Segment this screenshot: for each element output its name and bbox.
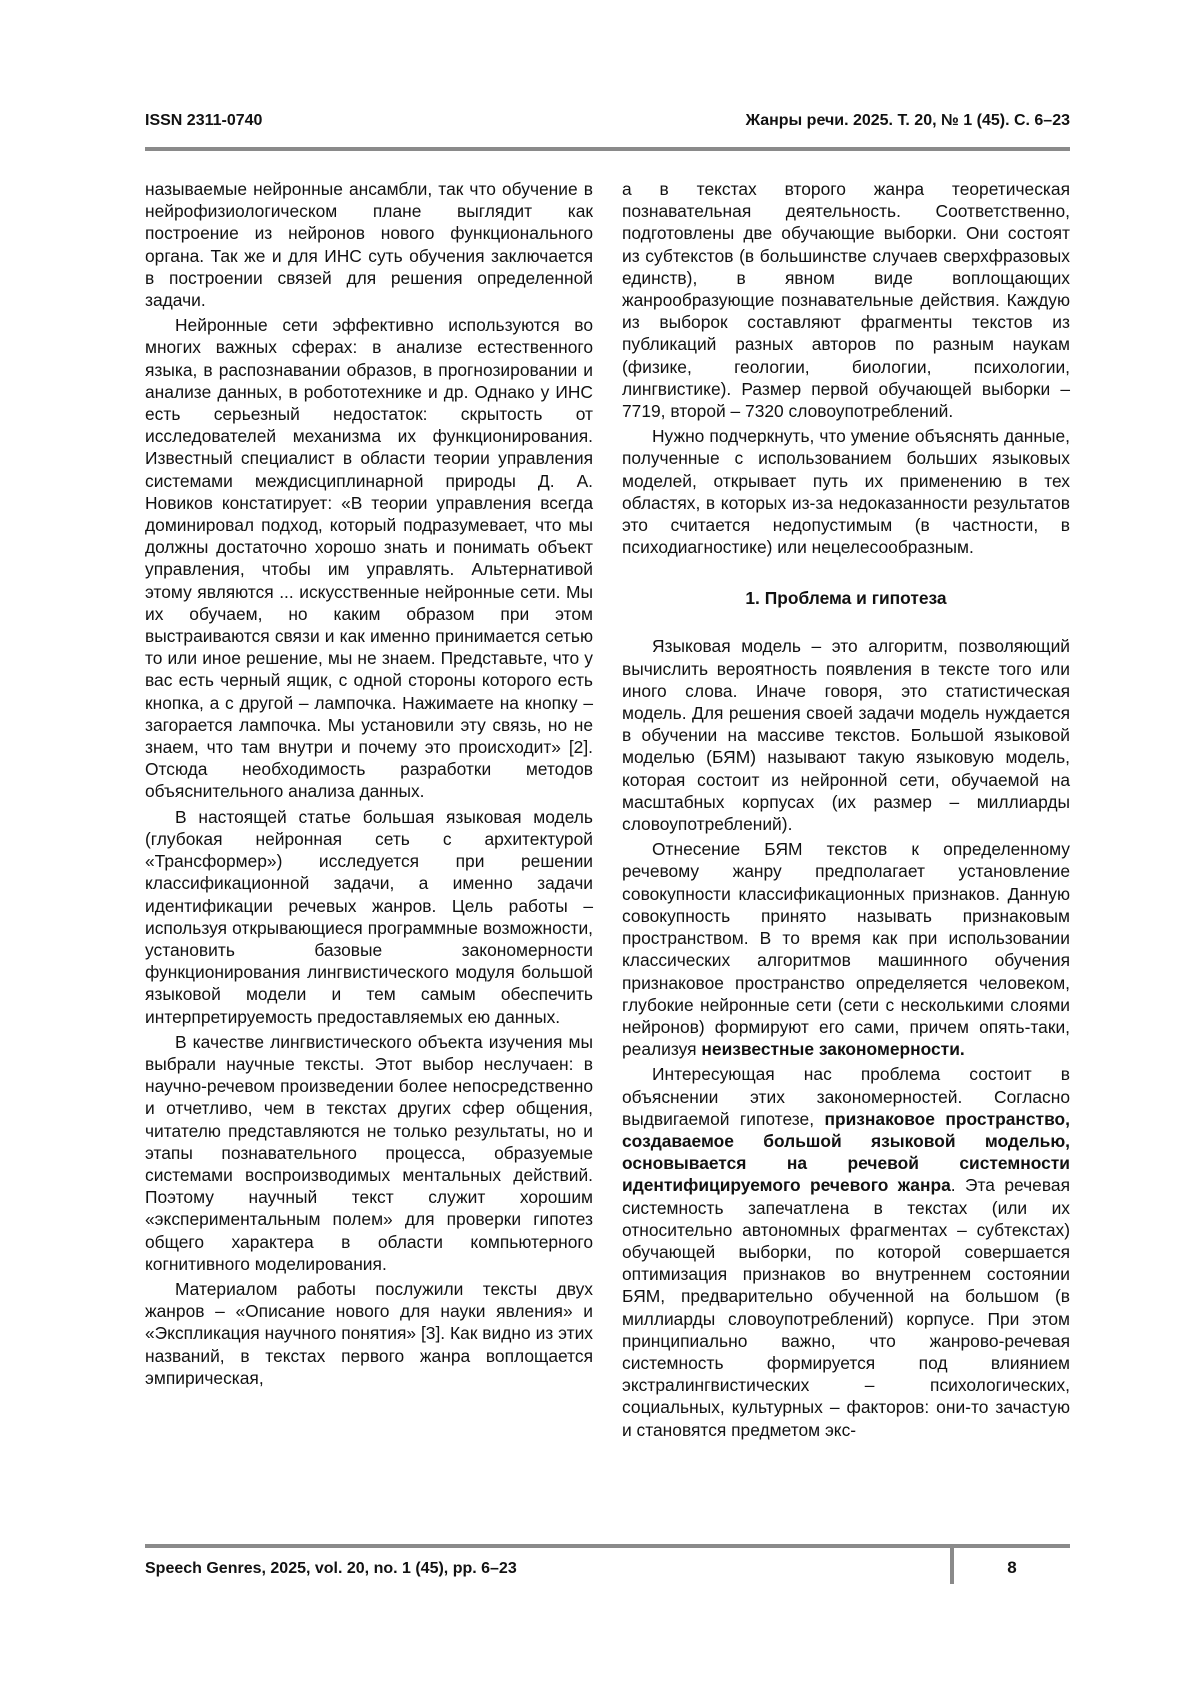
article-body — [145, 178, 1070, 1533]
right-column — [622, 178, 1070, 1533]
journal-reference: Жанры речи. 2025. Т. 20, № 1 (45). С. 6–23 — [745, 112, 1070, 129]
paragraph-text: Отнесение БЯМ текстов к определенному речевому жанру предполагает установление совокупности классификационных признаков. Данную совокупность принято называть признаковым пространством. В то время как при использовании классических алгоритмов машинного обучения признаковое пространство определяется человеком, глубокие нейронные сети (сети с несколькими слоями нейронов) формируют его сами, причем опять-таки, реализуя — [622, 839, 1070, 1060]
header-rule — [145, 147, 1070, 151]
paragraph: Языковая модель – это алгоритм, позволяющий вычислить вероятность появления в тексте того или иного слова. Иначе говоря, это статистическая модель. Для решения своей задачи модель нуждается в обучении на массиве текстов. Большой языковой моделью (БЯМ) называют такую языковую модель, которая состоит из нейронной сети, обучаемой на масштабных корпусах (их размер – миллиарды словоупотреблений). — [622, 636, 1070, 835]
section-heading: 1. Проблема и гипотеза — [745, 588, 947, 609]
paragraph: Материалом работы послужили тексты двух жанров – «Описание нового для науки явления» и «Экспликация научного понятия» [3]. Как видно из этих названий, в текстах первого жанра воплощается эмпирическая, — [145, 1278, 593, 1388]
paragraph — [622, 838, 1070, 1060]
page-number: 8 — [1007, 1558, 1017, 1577]
paragraph — [622, 1063, 1070, 1440]
footer-rule — [145, 1544, 1070, 1548]
footer-citation: Speech Genres, 2025, vol. 20, no. 1 (45), pp. 6–23 — [145, 1560, 517, 1577]
paragraph: В настоящей статье большая языковая модель (глубокая нейронная сеть с архитектурой «Трансформер») исследуется при решении классификационной задачи, а именно задачи идентификации речевых жанров. Цель работы – используя открывающиеся программные возможности, установить базовые закономерности функционирования лингвистического модуля большой языковой модели и тем самым обеспечить интерпретируемость предоставляемых ею данных. — [145, 806, 593, 1027]
emphasis-text: неизвестные закономерности. — [701, 1039, 965, 1060]
paragraph-text: . Эта речевая системность запечатлена в текстах (или их относительно автономных фрагментах – субтекстах) обучающей выборки, по которой совершается оптимизация признаков во внутреннем состоянии БЯМ, предварительно обученной на большом (в миллиарды словоупотреблений) корпусе. При этом принципиально важно, что жанрово-речевая системность формируется под влиянием экстралингвистических – психологических, социальных, культурных – факторов: они-то зачастую и становятся предметом экс- — [622, 1175, 1070, 1440]
paragraph: Нейронные сети эффективно используются во многих важных сферах: в анализе естественного языка, в распознавании образов, в прогнозировании и анализе данных, в робототехнике и др. Однако у ИНС есть серьезный недостаток: скрытость от исследователей механизма их функционирования. Известный специалист в области теории управления системами междисциплинарной природы Д. А. Новиков констатирует: «В теории управления всегда доминировал подход, который подразумевает, что мы должны достаточно хорошо знать и понимать объект управления, чтобы им управлять. Альтернативой этому являются ... искусственные нейронные сети. Мы их обучаем, но каким образом при этом выстраиваются связи и как именно принимается сетью то или иное решение, мы не знаем. Представьте, что у вас есть черный ящик, с одной стороны которого есть кнопка, а с другой – лампочка. Нажимаете на кнопку – загорается лампочка. Мы установили эту связь, но не знаем, что там внутри и почему это происходит» [2]. Отсюда необходимость разработки методов объяснительного анализа данных. — [145, 315, 593, 802]
paragraph: В качестве лингвистического объекта изучения мы выбрали научные тексты. Этот выбор неслучаен: в научно-речевом произведении более непосредственно и отчетливо, чем в текстах других сфер общения, читателю представляются не только результаты, но и этапы познавательного процесса, образуемые системами воспроизводимых ментальных действий. Поэтому научный текст служит хорошим «экспериментальным полем» для проверки гипотез общего характера в области компьютерного когнитивного моделирования. — [145, 1031, 593, 1274]
left-column — [145, 178, 593, 1533]
hypothesis-emphasis: признаковое пространство, создаваемое большой языковой моделью, основывается на речевой системности идентифицируемого речевого жанра — [622, 1108, 1070, 1196]
paragraph: называемые нейронные ансамбли, так что обучение в нейрофизиологическом плане выглядит как построение из нейронов нового функционального органа. Так же и для ИНС суть обучения заключается в построении связей для решения определенной задачи. — [145, 179, 593, 311]
paragraph: Нужно подчеркнуть, что умение объяснять данные, полученные с использованием больших языковых моделей, открывает путь их применению в тех областях, в которых из-за недоказанности результатов это считается недопустимым (в частности, в психодиагностике) или нецелесообразным. — [622, 426, 1070, 558]
paragraph-text: Интересующая нас проблема состоит в объяснении этих закономерностей. Согласно выдвигаемой гипотезе, — [622, 1064, 1070, 1129]
running-header — [145, 112, 1070, 134]
paragraph: а в текстах второго жанра теоретическая познавательная деятельность. Соответственно, подготовлены две обучающие выборки. Они состоят из субтекстов (в большинстве случаев сверхфразовых единств), в явном виде воплощающих жанрообразующие познавательные действия. Каждую из выборок составляют фрагменты текстов из публикаций разных авторов по разным наукам (физике, геологии, биологии, психологии, лингвистике). Размер первой обучающей выборки – 7719, второй – 7320 словоупотреблений. — [622, 179, 1070, 422]
issn-label: ISSN 2311-0740 — [145, 112, 263, 129]
